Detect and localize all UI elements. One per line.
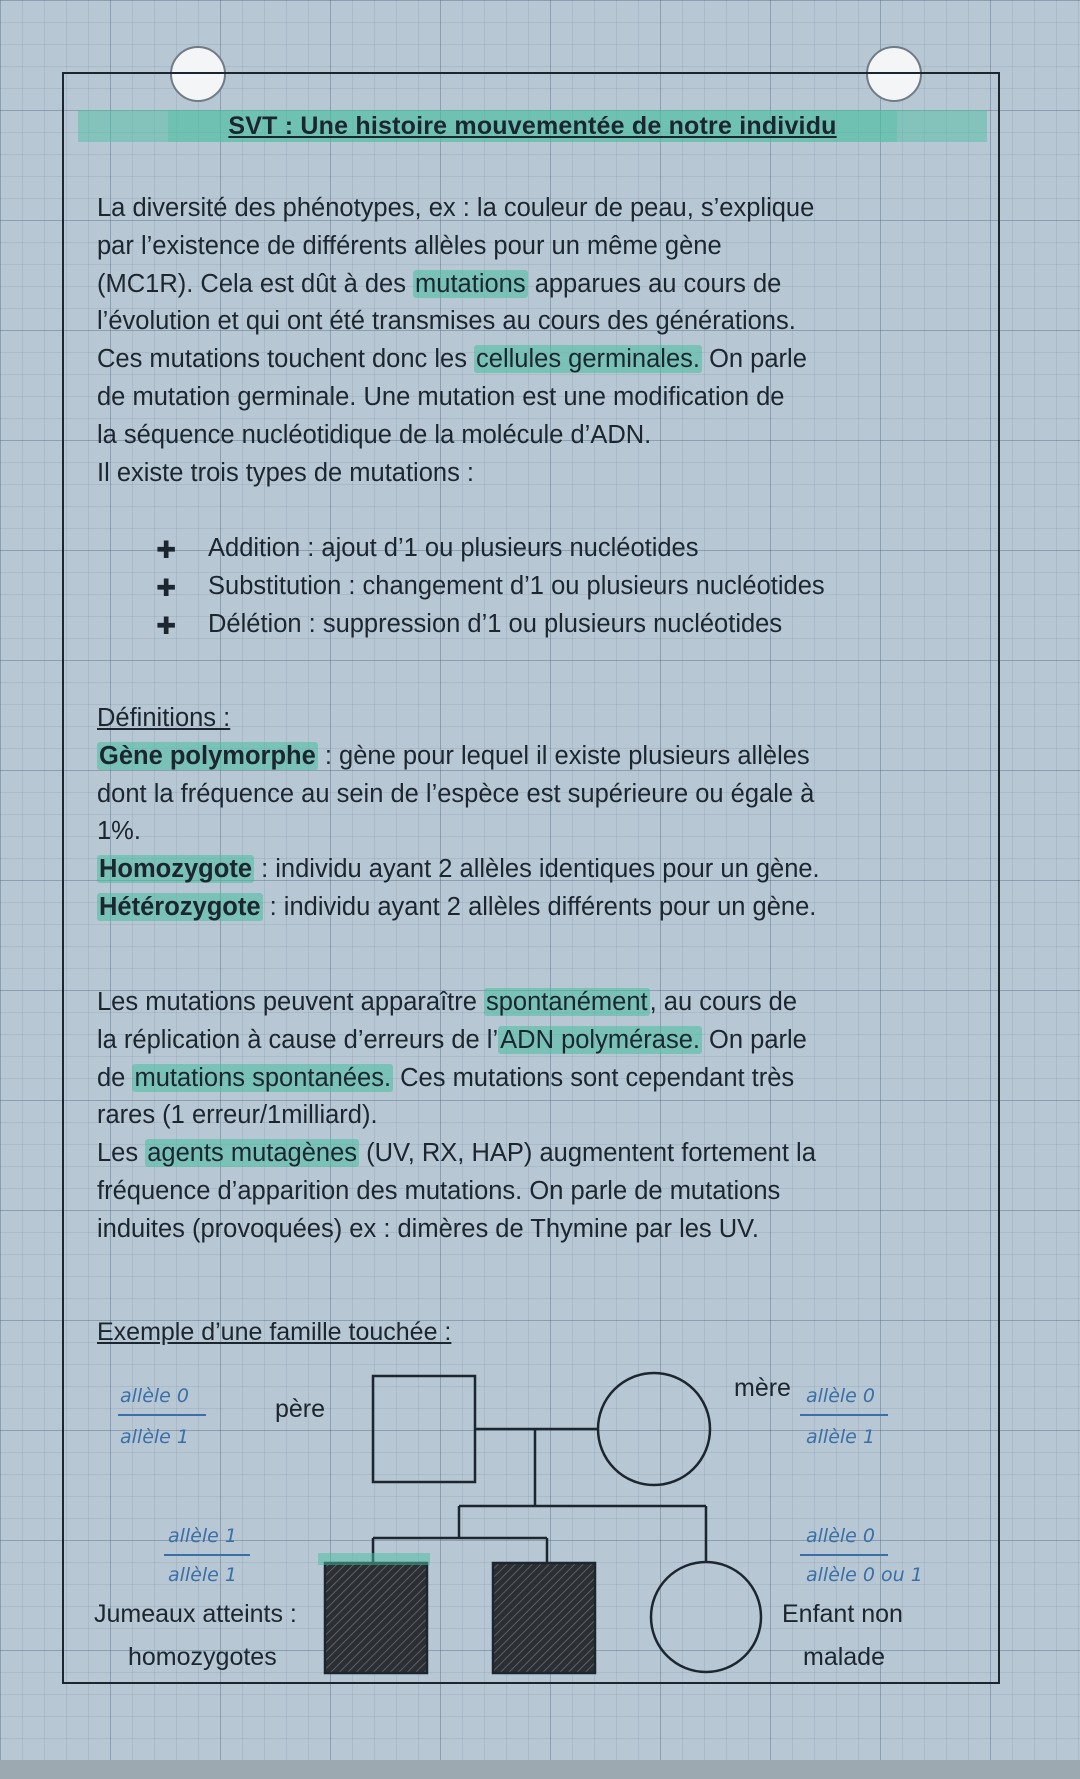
healthy-child-circle [651, 1562, 761, 1672]
term-gene-polymorphe: Gène polymorphe [99, 741, 316, 770]
father-label: père [275, 1395, 326, 1423]
highlight-germinal-cells: cellules germinales. [476, 345, 700, 374]
spontaneous-mutations-paragraph: Les mutations peuvent apparaître spontanément, au cours de la réplication à cause d’erreurs de l’ADN polymérase. On parle de mutations spontanées. Ces mutations sont cependant très rares (1 erreur/1milliard). Les agents mutagènes (UV, RX, HAP) augmentent fortement la fréquence d’apparition des mutations. On parle de mutations induites (provoquées) ex : dimères de Thymine par les UV. [97, 988, 816, 1243]
affected-twin-1 [325, 1563, 427, 1673]
intro-paragraph: La diversité des phénotypes, ex : la couleur de peau, s’explique par l’existence de différents allèles pour un même gène (MC1R). Cela est dût à des mutations apparues au cours de l’évolution et qui ont été transmises au cours des générations. Ces mutations touchent donc les cellules germinales. On parle de mutation germinale. Une mutation est une modification de la séquence nucléotidique de la molécule d’ADN. Il existe trois types de mutations : [97, 194, 815, 487]
list-item: ✚ Délétion : suppression d’1 ou plusieurs nucléotides [150, 606, 990, 644]
list-item: ✚ Addition : ajout d’1 ou plusieurs nucléotides [150, 530, 990, 568]
example-heading: Exemple d’une famille touchée : [97, 1318, 452, 1346]
child-label: Enfant non [782, 1600, 903, 1628]
bullet-icon: ✚ [156, 537, 177, 564]
definitions-section: Définitions : Gène polymorphe : gène pour lequel il existe plusieurs allèles dont la fréquence au sein de l’espèce est supérieure ou égale à 1%. Homozygote : individu ayant 2 allèles identiques pour un gène. Hétérozygote : individu ayant 2 allèles différents pour un gène. [97, 704, 820, 921]
twins-label-homozygotes: homozygotes [128, 1643, 277, 1671]
twins-allele-top: allèle 1 [168, 1525, 237, 1547]
child-label-malade: malade [803, 1643, 885, 1671]
mother-circle [598, 1373, 710, 1485]
term-homozygote: Homozygote [99, 855, 252, 884]
father-allele-top: allèle 0 [120, 1385, 189, 1407]
list-item: ✚ Substitution : changement d’1 ou plusieurs nucléotides [150, 568, 990, 606]
child-allele-bottom: allèle 0 ou 1 [806, 1564, 923, 1586]
affected-twin-2 [493, 1563, 595, 1673]
mother-label: mère [734, 1374, 791, 1402]
mother-allele-top: allèle 0 [806, 1385, 875, 1407]
bullet-icon: ✚ [156, 612, 177, 640]
term-heterozygote: Hétérozygote [99, 892, 261, 921]
bullet-icon: ✚ [156, 574, 177, 602]
child-allele-top: allèle 0 [806, 1525, 875, 1547]
page-title: SVT : Une histoire mouvementée de notre individu [70, 112, 995, 141]
highlight-mutations: mutations [415, 269, 526, 298]
twins-label: Jumeaux atteints : [94, 1600, 297, 1628]
mother-allele-bottom: allèle 1 [806, 1426, 875, 1448]
definitions-heading: Définitions : [97, 704, 231, 732]
twins-allele-bottom: allèle 1 [168, 1564, 237, 1586]
father-square [373, 1376, 475, 1482]
father-allele-bottom: allèle 1 [120, 1426, 189, 1448]
